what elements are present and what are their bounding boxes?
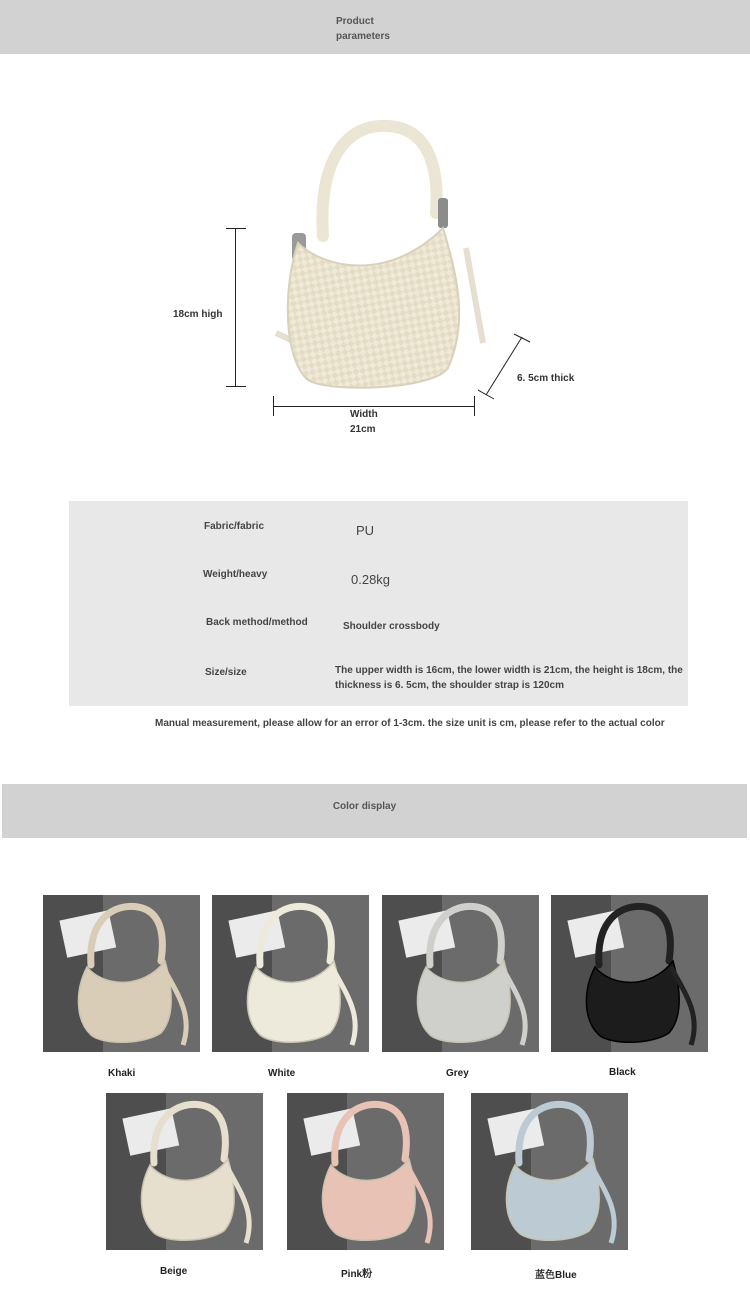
width-label: Width [350,409,378,420]
header-band [0,0,750,54]
color-swatch-white[interactable] [212,895,369,1052]
param-value-carry: Shoulder crossbody [343,621,440,632]
param-value-size: The upper width is 16cm, the lower width is 21cm, the height is 18cm, the thickness is 6. 5cm, the shoulder strap is 120cm [335,665,683,691]
param-label-fabric: Fabric/fabric [204,521,265,532]
param-value-weight: 0.28kg [351,572,391,587]
section-title: Product parameters [336,16,390,42]
height-cap-bottom [226,386,246,387]
color-name-blue: 蓝色Blue [535,1270,577,1281]
param-value-fabric: PU [356,523,375,538]
param-label-size: Size/size [205,667,247,678]
thickness-label: 6. 5cm thick [517,373,575,384]
width-value: 21cm [350,424,376,435]
height-dimension-line [235,228,236,386]
color-name-beige: Beige [160,1266,188,1277]
height-cap-top [226,228,246,229]
color-swatch-beige[interactable] [106,1093,263,1250]
color-swatch-black[interactable] [551,895,708,1052]
color-name-black: Black [609,1067,636,1078]
param-label-carry: Back method/method [206,617,308,628]
color-swatch-blue[interactable] [471,1093,628,1250]
param-label-weight: Weight/heavy [203,569,268,580]
width-dimension-line [273,406,475,407]
color-name-khaki: Khaki [108,1068,136,1079]
section-title: Color display [332,801,397,812]
thickness-dimension-line [478,332,533,402]
color-name-white: White [268,1068,296,1079]
color-swatch-khaki[interactable] [43,895,200,1052]
color-name-pink: Pink粉 [341,1269,373,1280]
color-name-grey: Grey [446,1068,469,1079]
width-cap-right [474,396,475,416]
color-swatch-pink[interactable] [287,1093,444,1250]
measurement-note: Manual measurement, please allow for an error of 1-3cm. the size unit is cm, please refer to the actual color [155,718,665,729]
color-swatch-grey[interactable] [382,895,539,1052]
width-cap-left [273,396,274,416]
color-display-band [2,784,747,838]
height-label: 18cm high [173,309,223,320]
product-image [268,118,490,400]
